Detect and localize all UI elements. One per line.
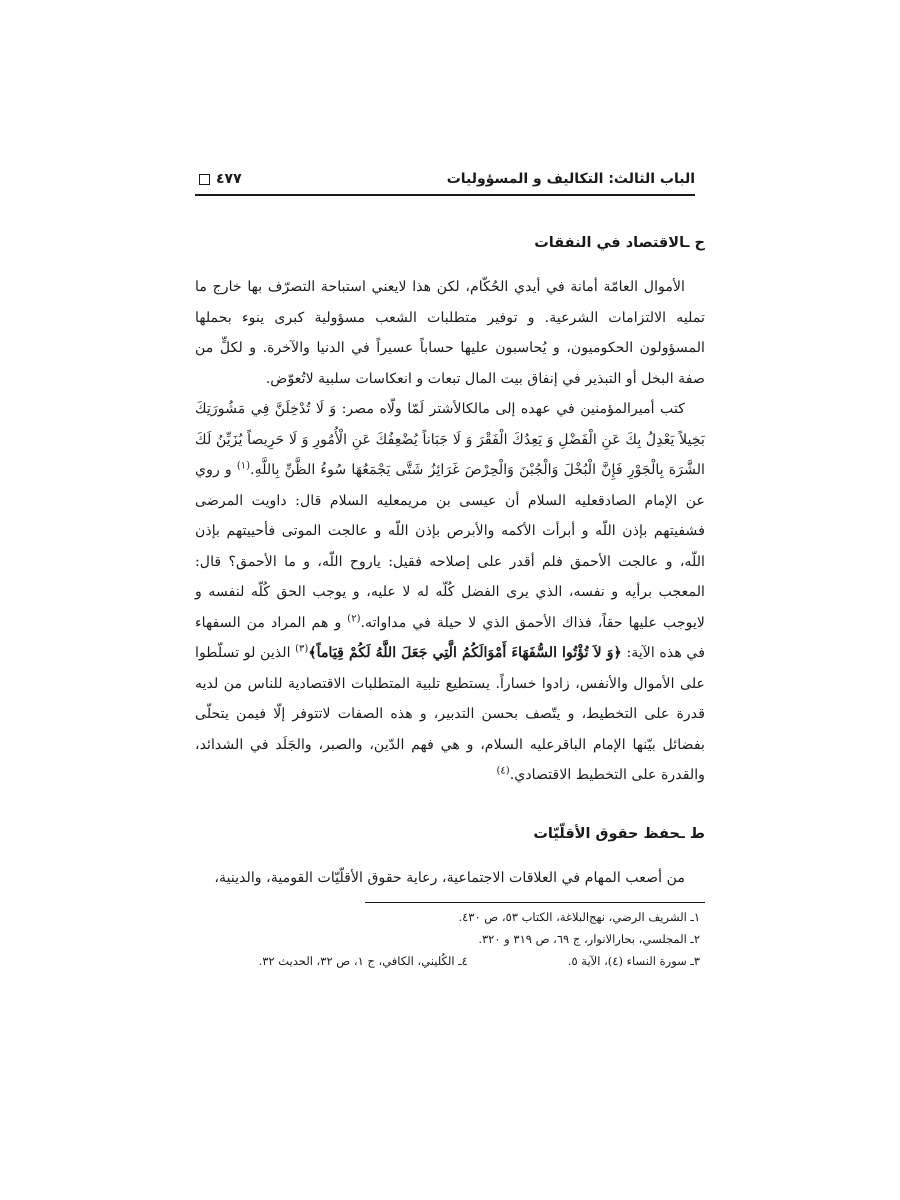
para2-rest-1: و روي عن الإمام الصادقعليه السلام أن عيسى بن مريمعليه السلام قال: داويت المرضى فشفيتهم بإذن اللّه و أبرأت الأكمه والأبرص بإذن اللّه و عالجت الموتى فأحييتهم بإذن اللّه، و عالجت الأحمق فلم أقدر على إصلاحه فقيل: ياروح اللّه، و ما الأحمق؟ قال: المعجب برأيه و نفسه، الذي يرى الفضل كُلّه له لا عليه، و يوجب الحق كُلّه لنفسه و لايوجب عليها حقاً، فذاك الأحمق الذي لا حيلة في مداواته. bbox=[195, 462, 705, 631]
para2-rest-2: و هم المراد من السفهاء في هذه الآية: bbox=[195, 614, 706, 661]
para2-quote: وَ لَا تُدْخِلَنَّ فِي مَشُورَتِكَ بَخِيلاً يَعْدِلُ بِكَ عَنِ الْفَضْلِ وَ يَعِدُكَ الْفَقْرَ وَ لَا جَبَاناً يُضْعِفُكَ عَنِ الْأُمُورِ وَ لَا حَرِيصاً يُزَيِّنُ لَكَ الشَّرَهَ بِالْجَوْرِ فَإِنَّ الْبُخْلَ وَالْجُبْنَ وَالْحِرْصَ غَرَائِزُ شَتَّى يَجْمَعُهَا سُوءُ الظَّنِّ بِاللَّهِ. bbox=[195, 401, 705, 478]
paragraph-1: الأموال العامّة أمانة في أيدي الحُكّام، لكن هذا لايعني استباحة التصرّف بها خارج ما تمليه الالتزامات الشرعية. و توفير متطلبات الشعب مسؤولية كبرى ينوء بحملها المسؤولون الحكوميون، و يُحاسبون عليها حساباً عسيراً في الدنيا والآخرة. و لكلٍّ من صفة البخل أو التبذير في إنفاق بيت المال تبعات و انعكاسات سلبية لاتُعوّض. bbox=[195, 279, 705, 387]
para2-intro: كتب أميرالمؤمنين في عهده إلى مالكالأشتر لَمّا ولّاه مصر: bbox=[336, 401, 685, 417]
section-heading-h: ح ـالاقتصاد في النفقات bbox=[534, 235, 705, 251]
paragraph-3: من أصعب المهام في العلاقات الاجتماعية، رعاية حقوق الأقلّيّات القومية، والدينية، bbox=[214, 869, 685, 886]
page-number: ٤٧٧ bbox=[216, 171, 242, 187]
running-header bbox=[195, 165, 695, 193]
main-content bbox=[195, 228, 705, 893]
section-heading-t: ط ـحفظ حقوق الأقلّيّات bbox=[533, 825, 705, 842]
footnote-3: ٣ـ سورة النساء (٤)، الآية ٥. bbox=[567, 954, 700, 968]
footnote-1: ١ـ الشريف الرضي، نهج‌البلاغة، الكتاب ٥٣، ص ٤٣٠. bbox=[458, 910, 700, 924]
footnote-4: ٤ـ الكُليني، الكافي، ج ١، ص ٣٢، الحديث ٣٢. bbox=[258, 954, 468, 968]
footnote-row-3-4 bbox=[220, 950, 700, 972]
square-bullet-icon bbox=[199, 174, 210, 185]
footnote-ref-1[interactable]: (١) bbox=[236, 460, 251, 472]
quran-ayah: ﴿وَ لاَ تُؤْتُوا السُّفَهَاءَ أَمْوَالَكُمُ الَّتِي جَعَلَ اللَّهُ لَكُمْ قِيَاماً﴾ bbox=[308, 645, 622, 661]
footnote-ref-3[interactable]: (٣) bbox=[295, 643, 309, 655]
footnote-ref-4[interactable]: (٤) bbox=[496, 765, 510, 777]
page-number-group bbox=[195, 171, 242, 187]
paragraph-2 bbox=[195, 394, 705, 791]
para2-rest-3: الذين لو تسلّطوا على الأموال والأنفس، زادوا خساراً. يستطيع تلبية المتطلبات الاقتصادية للناس من لديه قدرة على التخطيط، و يتّصف بحسن التدبير، و هذه الصفات لاتتوفر إلّا فيمن يتحلّى بفضائل بيّنها الإمام الباقرعليه السلام، و هي فهم الدّين، والصبر، والجَلَد في الشدائد، والقدرة على التخطيط الاقتصادي. bbox=[195, 645, 705, 783]
chapter-title: الباب الثالث: التكاليف و المسؤوليات bbox=[446, 171, 695, 187]
footnote-2: ٢ـ المجلسي، بحارالانوار، ج ٦٩، ص ٣١٩ و ٣٢٠. bbox=[478, 932, 700, 946]
footnote-rule bbox=[365, 902, 705, 903]
header-rule bbox=[195, 194, 695, 196]
footnotes bbox=[220, 906, 700, 972]
footnote-ref-2[interactable]: (٢) bbox=[347, 612, 361, 624]
